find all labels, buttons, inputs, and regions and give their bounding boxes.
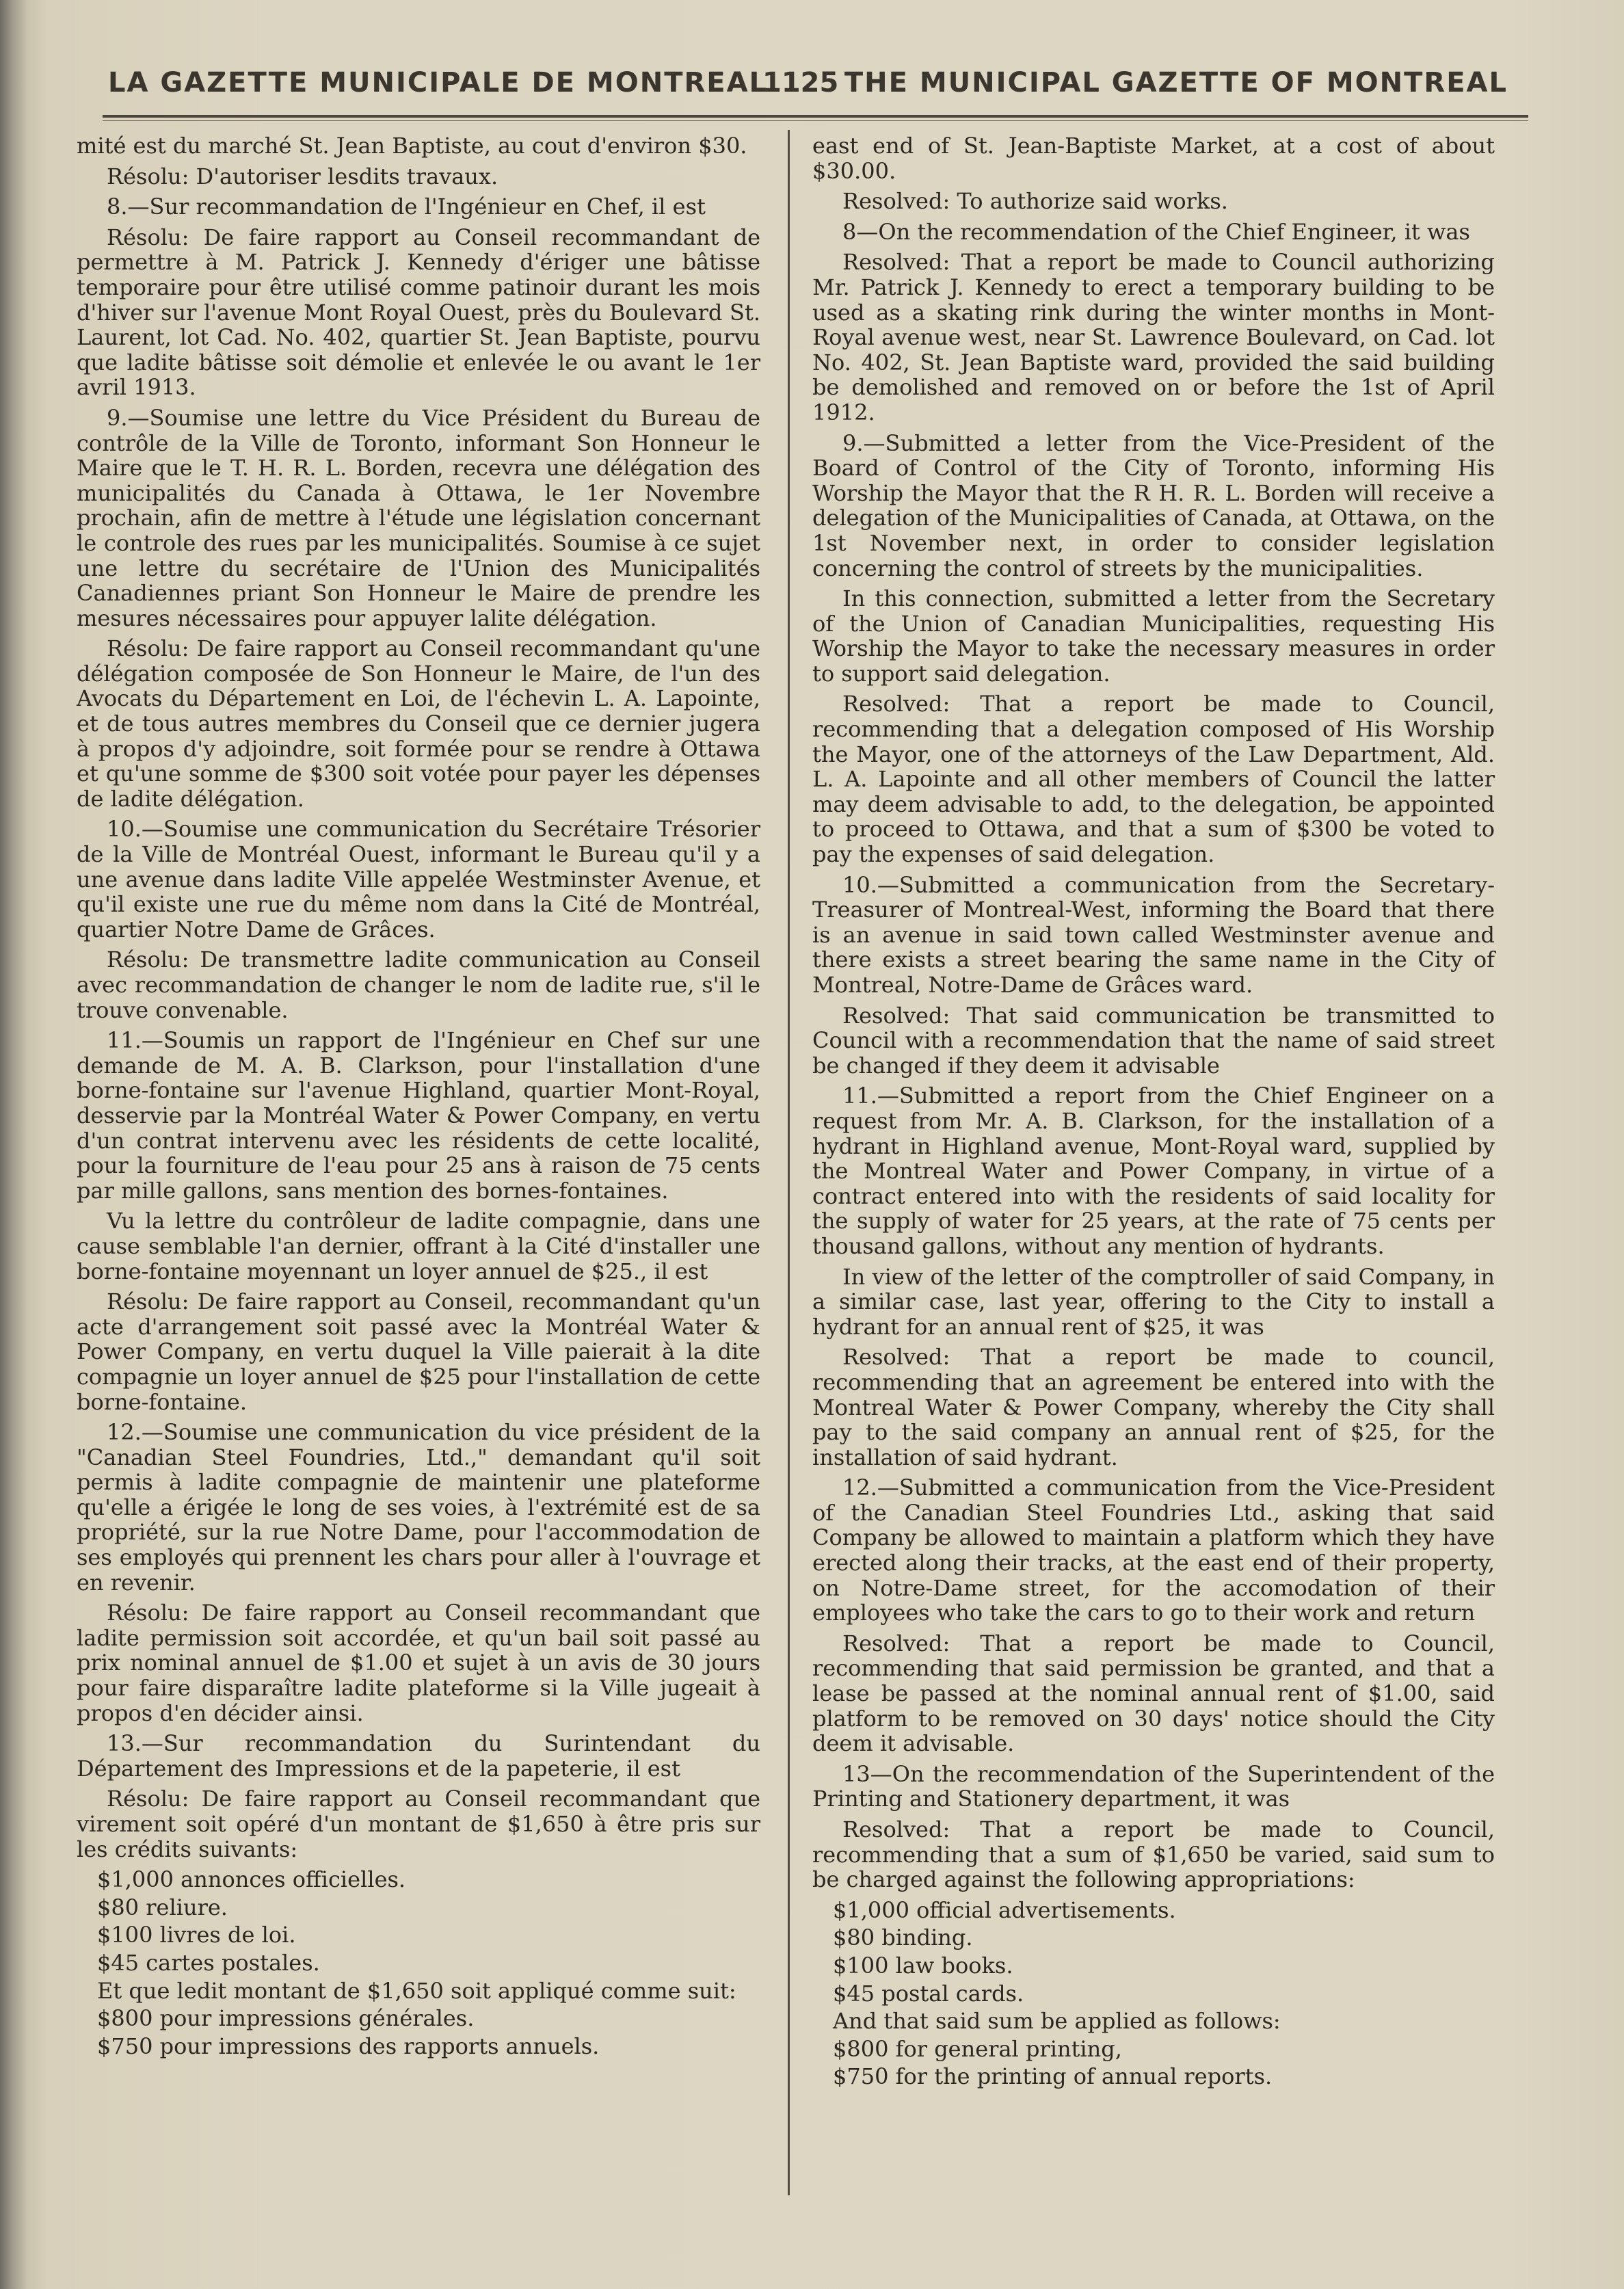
en-paragraph: Resolved: That a report be made to council, recommending that an agreement be entered into with the Montreal Water & Power Company, whereby the City shall pay to the said company an annual rent of $25, for the installation of said hydrant. (812, 1344, 1495, 1470)
fr-paragraph: Résolu: De faire rapport au Conseil recommandant que ladite permission soit accordée, et qu'un bail soit passé au prix nominal annuel de $1.00 et sujet à un avis de 30 jours pour faire disparaître ladite plateforme si la Ville jugeait à propos d'en décider ainsi. (77, 1600, 760, 1726)
en-paragraph: 13—On the recommendation of the Superintendent of the Printing and Stationery department, it was (812, 1760, 1495, 1812)
fr-paragraph: 12.—Soumise une communication du vice président de la "Canadian Steel Foundries, Ltd.," demandant qu'il soit permis à ladite compagnie de maintenir une plateforme qu'elle a érigée le long de ses voies, à l'extrémité est de sa propriété, sur la rue Notre Dame, pour l'accommodation de ses employés qui prennent les chars pour aller à l'ouvrage et en revenir. (77, 1419, 760, 1596)
en-paragraph: Resolved: To authorize said works. (842, 188, 1228, 215)
en-paragraph: 11.—Submitted a report from the Chief Engineer on a request from Mr. A. B. Clarkson, for the installation of a hydrant in Highland avenue, Mont-Royal ward, supplied by the Montreal Water and Power Company, in virtue of a contract entered into with the residents of said locality for the supply of water for 25 years, at the rate of 75 cents per thousand gallons, without any mention of hydrants. (812, 1083, 1495, 1259)
en-paragraph: Resolved: That a report be made to Council authorizing Mr. Patrick J. Kennedy to erect a temporary building to be used as a skating rink during the winter months in Mont-Royal avenue west, near St. Lawrence Boulevard, on Cad. lot No. 402, St. Jean Baptiste ward, provided the said building be demolished and removed on or before the 1st of April 1912. (812, 249, 1495, 425)
en-appropriation-item: $45 postal cards. (833, 1980, 1024, 2007)
en-paragraph: Resolved: That a report be made to Council, recommending that a sum of $1,650 be varied, said sum to be charged against the following appropriations: (812, 1816, 1495, 1893)
en-paragraph: Resolved: That a report be made to Council, recommending that a delegation composed of His Worship the Mayor, one of the attorneys of the Law Department, Ald. L. A. Lapointe and all other members of Council the latter may deem advisable to add, to the delegation, be appointed to proceed to Ottawa, and that a sum of $300 be voted to pay the expenses of said delegation. (812, 691, 1495, 868)
en-paragraph: Resolved: That said communication be transmitted to Council with a recommendation that the name of said street be changed if they deem it advisable (812, 1002, 1495, 1079)
fr-paragraph: Résolu: De faire rapport au Conseil recommandant de permettre à M. Patrick J. Kennedy d'ériger une bâtisse temporaire pour être utilisé comme patinoir durant les mois d'hiver sur l'avenue Mont Royal Ouest, près du Boulevard St. Laurent, lot Cad. No. 402, quartier St. Jean Baptiste, pourvu que ladite bâtisse soit démolie et enlevée le ou avant le 1er avril 1913. (77, 224, 760, 401)
column-divider (788, 130, 790, 2195)
french-column (77, 133, 760, 2061)
fr-paragraph: Résolu: De faire rapport au Conseil, recommandant qu'un acte d'arrangement soit passé avec la Montréal Water & Power Company, en vertu duquel la Ville paierait à la dite compagnie un loyer annuel de $25 pour l'installation de cette borne-fontaine. (77, 1288, 760, 1415)
english-gazette-title: THE MUNICIPAL GAZETTE OF MONTREAL (844, 67, 1508, 98)
en-paragraph: 12.—Submitted a communication from the Vice-President of the Canadian Steel Foundries Ltd., asking that said Company be allowed to maintain a platform which they have erected along their tracks, at the east end of their property, on Notre-Dame street, for the accomodation of their employees who take the cars to go to their work and return (812, 1474, 1495, 1626)
header-rule-thin (103, 120, 1528, 121)
en-paragraph: In view of the letter of the comptroller of said Company, in a similar case, last year, offering to the City to install a hydrant for an annual rent of $25, it was (812, 1263, 1495, 1340)
en-paragraph: 9.—Submitted a letter from the Vice-President of the Board of Control of the City of Toronto, informing His Worship the Mayor that the R H. R. L. Borden will receive a delegation of the Municipalities of Canada, at Ottawa, on the 1st November next, in order to consider legislation concerning the control of streets by the municipalities. (812, 429, 1495, 581)
fr-paragraph: 8.—Sur recommandation de l'Ingénieur en Chef, il est (107, 194, 706, 220)
en-appropriation-item: $750 for the printing of annual reports. (833, 2063, 1273, 2090)
fr-paragraph: 10.—Soumise une communication du Secrétaire Trésorier de la Ville de Montréal Ouest, informant le Bureau qu'il y a une avenue dans ladite Ville appelée Westminster Avenue, et qu'il existe une rue du même nom dans la Cité de Montréal, quartier Notre Dame de Grâces. (77, 816, 760, 942)
fr-paragraph: Résolu: De faire rapport au Conseil recommandant que virement soit opéré d'un montant de $1,650 à être pris sur les crédits suivants: (77, 1786, 760, 1862)
fr-paragraph: 11.—Soumis un rapport de l'Ingénieur en Chef sur une demande de M. A. B. Clarkson, pour l'installation d'une borne-fontaine sur l'avenue Highland, quartier Mont-Royal, desservie par la Montréal Water & Power Company, en vertu d'un contrat intervenu avec les résidents de cette localité, pour la fourniture de l'eau pour 25 ans à raison de 75 cents par mille gallons, sans mention des bornes-fontaines. (77, 1027, 760, 1204)
en-paragraph: 10.—Submitted a communication from the Secretary-Treasurer of Montreal-West, informing the Board that there is an avenue in said town called Westminster avenue and there exists a street bearing the same name in the City of Montreal, Notre-Dame de Grâces ward. (812, 871, 1495, 998)
english-column (812, 133, 1495, 2092)
fr-paragraph: Vu la lettre du contrôleur de ladite compagnie, dans une cause semblable l'an dernier, offrant à la Cité d'installer une borne-fontaine moyennant un loyer annuel de $25., il est (77, 1208, 760, 1284)
en-appropriation-item: $80 binding. (833, 1924, 973, 1951)
fr-paragraph: 9.—Soumise une lettre du Vice Président du Bureau de contrôle de la Ville de Toronto, informant Son Honneur le Maire que le T. H. R. L. Borden, recevra une délégation des municipalités du Canada à Ottawa, le 1er Novembre prochain, afin de mettre à l'étude une législation concernant le controle des rues par les municipalités. Soumise à ce sujet une lettre du secrétaire de l'Union des Municipalités Canadiennes priant Son Honneur le Maire de prendre les mesures nécessaires pour appuyer lalite délégation. (77, 404, 760, 631)
fr-paragraph: 13.—Sur recommandation du Surintendant du Département des Impressions et de la papeterie, il est (77, 1730, 760, 1782)
header-rule (103, 115, 1528, 118)
page-number: 1125 (762, 67, 839, 98)
fr-paragraph: mité est du marché St. Jean Baptiste, au cout d'environ $30. (77, 133, 747, 159)
fr-appropriation-item: Et que ledit montant de $1,650 soit appliqué comme suit: (97, 1977, 736, 2004)
en-appropriation-item: $100 law books. (833, 1952, 1013, 1979)
en-appropriation-item: $800 for general printing, (833, 2035, 1122, 2062)
fr-appropriation-item: $100 livres de loi. (97, 1922, 296, 1948)
fr-paragraph: Résolu: De transmettre ladite communication au Conseil avec recommandation de changer le nom de ladite rue, s'il le trouve convenable. (77, 947, 760, 1023)
en-paragraph: In this connection, submitted a letter from the Secretary of the Union of Canadian Municipalities, requesting His Worship the Mayor to take the necessary measures in order to support said delegation. (812, 585, 1495, 687)
fr-appropriation-item: $750 pour impressions des rapports annuels. (97, 2033, 600, 2059)
en-paragraph: east end of St. Jean-Baptiste Market, at a cost of about $30.00. (812, 133, 1495, 184)
fr-appropriation-item: $1,000 annonces officielles. (97, 1866, 406, 1893)
fr-appropriation-item: $45 cartes postales. (97, 1949, 320, 1976)
page-header (103, 63, 1508, 104)
french-gazette-title: LA GAZETTE MUNICIPALE DE MONTREAL (108, 67, 769, 98)
en-appropriation-item: And that said sum be applied as follows: (833, 2008, 1281, 2035)
en-paragraph: Resolved: That a report be made to Council, recommending that said permission be granted, and that a lease be passed at the nominal annual rent of $1.00, said platform to be removed on 30 days' notice should the City deem it advisable. (812, 1630, 1495, 1757)
fr-appropriation-item: $800 pour impressions générales. (97, 2005, 475, 2032)
en-paragraph: 8—On the recommendation of the Chief Engineer, it was (842, 218, 1470, 245)
fr-appropriation-item: $80 reliure. (97, 1894, 228, 1920)
fr-paragraph: Résolu: De faire rapport au Conseil recommandant qu'une délégation composée de Son Honneur le Maire, de l'un des Avocats du Département en Loi, de l'échevin L. A. Lapointe, et de tous autres membres du Conseil que ce dernier jugera à propos d'y adjoindre, soit formée pour se rendre à Ottawa et qu'une somme de $300 soit votée pour payer les dépenses de ladite délégation. (77, 635, 760, 812)
en-appropriation-item: $1,000 official advertisements. (833, 1896, 1176, 1923)
fr-paragraph: Résolu: D'autoriser lesdits travaux. (107, 163, 498, 189)
